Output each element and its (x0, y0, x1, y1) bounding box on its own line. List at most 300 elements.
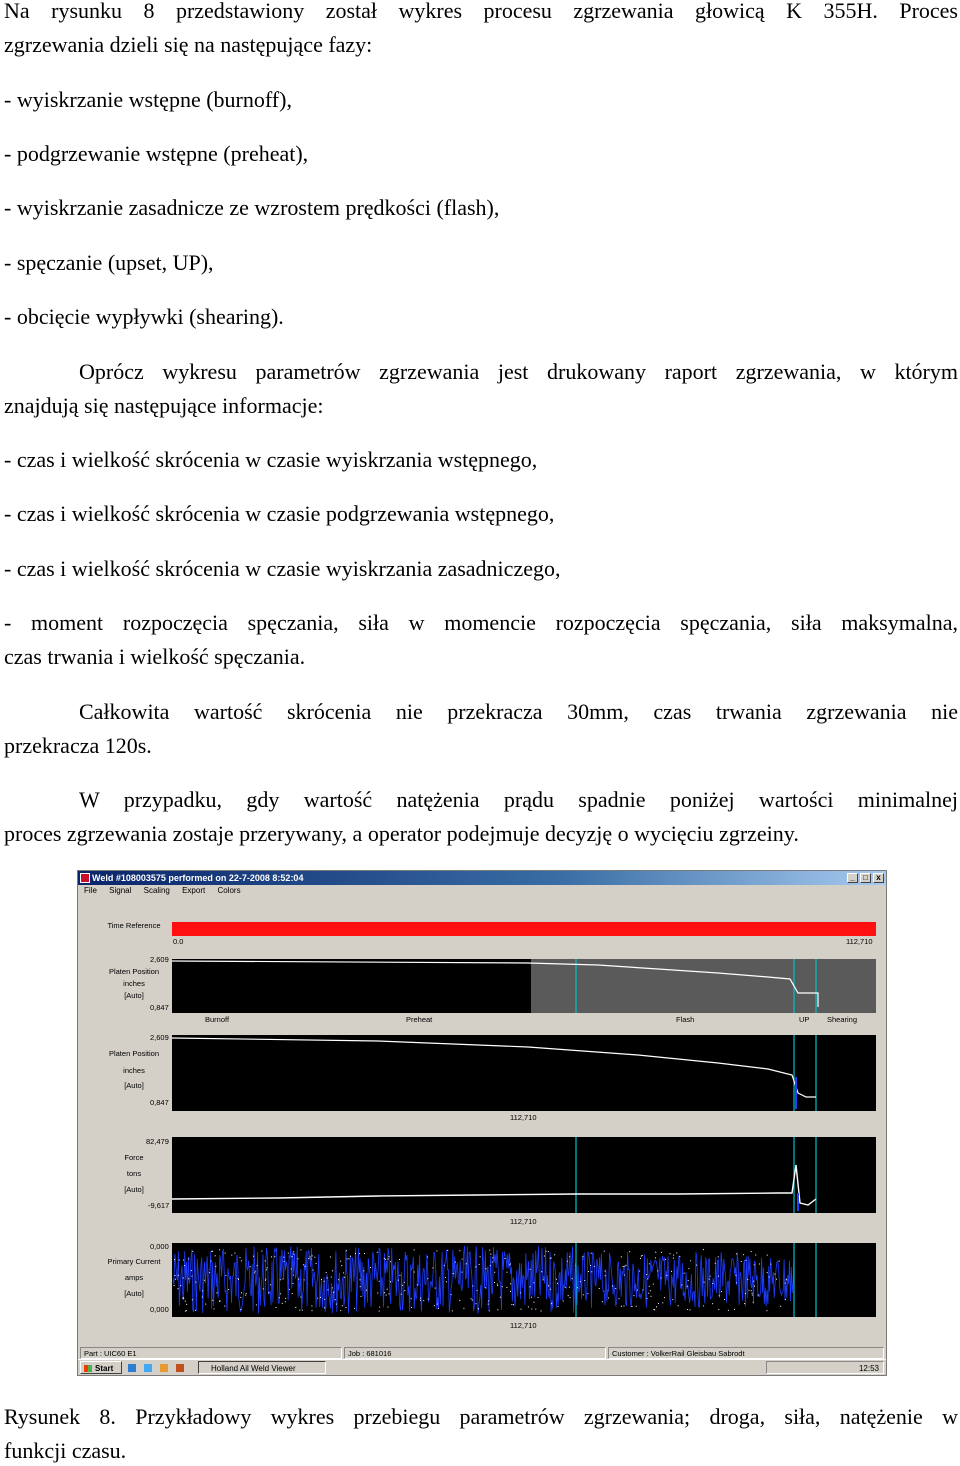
list-item-continuation: czas trwania i wielkość spęczania. (4, 644, 306, 669)
pos1-unit: inches (123, 979, 145, 988)
maximize-icon[interactable]: □ (860, 873, 871, 883)
current-noise-dot (684, 1273, 685, 1274)
current-noise-dot (490, 1265, 491, 1266)
current-noise-dot (658, 1303, 659, 1304)
current-noise-dot (785, 1283, 786, 1284)
current-noise-dot (245, 1295, 246, 1296)
current-noise-dot (228, 1289, 229, 1290)
current-noise-dot (427, 1257, 428, 1258)
current-noise-dot (387, 1289, 388, 1290)
menu-scaling[interactable]: Scaling (143, 886, 170, 895)
current-noise-dot (265, 1280, 266, 1281)
current-noise-dot (224, 1306, 225, 1307)
current-noise-dot (554, 1254, 555, 1255)
current-noise-dot (766, 1310, 767, 1311)
force-plot-bg (172, 1137, 876, 1213)
current-noise-dot (472, 1286, 473, 1287)
minimize-icon[interactable]: _ (847, 873, 858, 883)
current-noise-dot (599, 1288, 600, 1289)
current-noise-dot (420, 1298, 421, 1299)
current-noise-dot (280, 1279, 281, 1280)
current-noise-dot (404, 1282, 405, 1283)
current-noise-dot (621, 1256, 622, 1257)
current-noise-dot (185, 1301, 186, 1302)
current-noise-dot (786, 1279, 787, 1280)
current-noise-dot (211, 1251, 212, 1252)
current-noise-dot (492, 1257, 493, 1258)
menubar (78, 885, 886, 897)
figure-caption-line1: Rysunek 8. Przykładowy wykres przebiegu parametrów zgrzewania; droga, siła, natężenie w (4, 1404, 958, 1429)
current-noise-dot (388, 1259, 389, 1260)
current-noise-dot (657, 1270, 658, 1271)
current-noise-dot (385, 1259, 386, 1260)
current-noise-dot (569, 1256, 570, 1257)
menu-signal[interactable]: Signal (109, 886, 132, 895)
current-noise-dot (461, 1272, 462, 1273)
current-noise-dot (202, 1297, 203, 1298)
current-noise-dot (676, 1253, 677, 1254)
current-noise-dot (304, 1279, 305, 1280)
media-icon[interactable] (160, 1364, 168, 1372)
current-noise-dot (386, 1295, 387, 1296)
current-unit: amps (124, 1273, 144, 1282)
current-noise-dot (225, 1275, 226, 1276)
pos2-label: Platen Position (108, 1049, 160, 1058)
current-noise-dot (734, 1309, 735, 1310)
current-noise-dot (195, 1310, 196, 1311)
status-bar (78, 1347, 886, 1359)
current-noise-dot (267, 1267, 268, 1268)
current-noise-dot (293, 1251, 294, 1252)
current-noise-dot (587, 1293, 588, 1294)
current-noise-dot (636, 1306, 637, 1307)
current-noise-dot (570, 1297, 571, 1298)
current-noise-dot (347, 1259, 348, 1260)
current-noise-dot (428, 1299, 429, 1300)
current-noise-dot (486, 1268, 487, 1269)
current-noise-dot (604, 1251, 605, 1252)
current-noise-dot (420, 1300, 421, 1301)
current-noise-dot (741, 1261, 742, 1262)
current-noise-dot (324, 1307, 325, 1308)
current-noise-dot (550, 1289, 551, 1290)
current-noise-dot (284, 1261, 285, 1262)
current-noise-dot (389, 1256, 390, 1257)
current-noise-dot (743, 1254, 744, 1255)
current-noise-dot (477, 1290, 478, 1291)
current-noise-dot (234, 1253, 235, 1254)
current-noise-dot (690, 1309, 691, 1310)
current-noise-dot (649, 1286, 650, 1287)
current-noise-dot (293, 1275, 294, 1276)
current-noise-dot (625, 1265, 626, 1266)
force-min-value: -9,617 (148, 1201, 170, 1210)
current-noise-dot (340, 1310, 341, 1311)
current-noise-dot (528, 1306, 529, 1307)
current-noise-dot (640, 1258, 641, 1259)
current-noise-dot (401, 1294, 402, 1295)
current-noise-dot (577, 1287, 578, 1288)
current-noise-dot (192, 1276, 193, 1277)
current-noise-dot (754, 1264, 755, 1265)
windows-logo-icon (84, 1365, 92, 1372)
current-noise-dot (770, 1264, 771, 1265)
current-noise-dot (271, 1256, 272, 1257)
current-noise-dot (317, 1298, 318, 1299)
current-noise-dot (363, 1270, 364, 1271)
current-noise-dot (703, 1305, 704, 1306)
current-noise-dot (238, 1278, 239, 1279)
current-noise-dot (174, 1285, 175, 1286)
current-noise-dot (543, 1279, 544, 1280)
pos2-scale: [Auto] (124, 1081, 144, 1090)
current-noise-dot (327, 1289, 328, 1290)
current-noise-dot (214, 1308, 215, 1309)
current-noise-dot (291, 1268, 292, 1269)
force-unit: tons (126, 1169, 142, 1178)
current-noise-dot (687, 1286, 688, 1287)
current-noise-dot (548, 1285, 549, 1286)
current-noise-dot (215, 1255, 216, 1256)
current-noise-dot (180, 1285, 181, 1286)
current-noise-dot (212, 1300, 213, 1301)
desktop-icon[interactable] (128, 1364, 136, 1372)
current-noise-dot (520, 1292, 521, 1293)
current-noise-dot (191, 1270, 192, 1271)
current-noise-dot (647, 1278, 648, 1279)
current-noise-dot (583, 1294, 584, 1295)
current-noise-dot (240, 1297, 241, 1298)
current-noise-dot (312, 1255, 313, 1256)
current-noise-dot (312, 1310, 313, 1311)
current-noise-dot (751, 1290, 752, 1291)
current-noise-dot (480, 1256, 481, 1257)
current-noise-dot (681, 1285, 682, 1286)
current-noise-dot (324, 1281, 325, 1282)
current-noise-dot (497, 1284, 498, 1285)
current-noise-dot (414, 1249, 415, 1250)
paragraph-intro-line1: Na rysunku 8 przedstawiony został wykres procesu zgrzewania głowicą K 355H. Proces (4, 0, 958, 23)
current-noise-dot (747, 1279, 748, 1280)
current-noise-dot (446, 1281, 447, 1282)
current-noise-dot (704, 1282, 705, 1283)
current-noise-dot (283, 1257, 284, 1258)
current-noise-dot (341, 1265, 342, 1266)
figure-caption-line2: funkcji czasu. (4, 1438, 127, 1463)
current-noise-dot (261, 1251, 262, 1252)
current-noise-dot (619, 1298, 620, 1299)
current-noise-dot (186, 1310, 187, 1311)
current-noise-dot (178, 1275, 179, 1276)
current-noise-dot (355, 1253, 356, 1254)
current-noise-dot (327, 1277, 328, 1278)
current-noise-dot (563, 1301, 564, 1302)
current-noise-dot (246, 1293, 247, 1294)
current-noise-dot (321, 1279, 322, 1280)
current-noise-dot (534, 1302, 535, 1303)
current-noise-dot (642, 1255, 643, 1256)
current-noise-dot (285, 1298, 286, 1299)
current-noise-dot (712, 1303, 713, 1304)
current-noise-dot (432, 1267, 433, 1268)
current-noise-dot (292, 1293, 293, 1294)
current-noise-dot (712, 1283, 713, 1284)
current-noise-dot (444, 1265, 445, 1266)
current-noise-dot (500, 1297, 501, 1298)
current-noise-dot (338, 1279, 339, 1280)
current-noise-dot (718, 1309, 719, 1310)
plot-area (78, 897, 886, 1347)
list-item: - wyiskrzanie wstępne (burnoff), (4, 87, 292, 112)
current-noise-dot (297, 1258, 298, 1259)
current-noise-dot (605, 1275, 606, 1276)
current-noise-dot (544, 1256, 545, 1257)
current-noise-dot (343, 1272, 344, 1273)
current-noise-dot (649, 1263, 650, 1264)
current-noise-dot (414, 1272, 415, 1273)
current-noise-dot (345, 1307, 346, 1308)
current-noise-dot (255, 1271, 256, 1272)
current-noise-dot (478, 1308, 479, 1309)
current-noise-dot (774, 1274, 775, 1275)
current-noise-dot (624, 1305, 625, 1306)
current-noise-dot (360, 1286, 361, 1287)
current-noise-dot (758, 1295, 759, 1296)
current-noise-dot (479, 1264, 480, 1265)
current-noise-dot (490, 1254, 491, 1255)
current-scale: [Auto] (124, 1289, 144, 1298)
current-noise-dot (688, 1268, 689, 1269)
current-noise-dot (179, 1260, 180, 1261)
current-noise-dot (551, 1303, 552, 1304)
current-noise-dot (174, 1259, 175, 1260)
current-noise-dot (541, 1311, 542, 1312)
current-noise-dot (751, 1251, 752, 1252)
current-noise-dot (188, 1278, 189, 1279)
current-noise-dot (305, 1266, 306, 1267)
current-noise-dot (303, 1264, 304, 1265)
current-noise-dot (316, 1263, 317, 1264)
menu-colors[interactable]: Colors (217, 886, 241, 895)
current-noise-dot (662, 1302, 663, 1303)
current-noise-dot (265, 1279, 266, 1280)
current-noise-dot (485, 1287, 486, 1288)
current-noise-dot (186, 1304, 187, 1305)
phase-label-preheat: Preheat (406, 1015, 433, 1024)
paragraph-limits-line1: Całkowita wartość skrócenia nie przekracza 30mm, czas trwania zgrzewania nie (79, 699, 958, 724)
current-noise-dot (434, 1305, 435, 1306)
current-noise-dot (594, 1266, 595, 1267)
current-noise-dot (402, 1285, 403, 1286)
current-noise-dot (366, 1290, 367, 1291)
current-noise-dot (475, 1266, 476, 1267)
clock: 12:53 (858, 1364, 879, 1373)
current-noise-dot (715, 1263, 716, 1264)
current-noise-dot (360, 1279, 361, 1280)
current-noise-dot (513, 1304, 514, 1305)
current-noise-dot (361, 1296, 362, 1297)
current-noise-dot (510, 1283, 511, 1284)
current-noise-dot (463, 1308, 464, 1309)
current-noise-dot (459, 1300, 460, 1301)
current-noise-dot (648, 1293, 649, 1294)
current-noise-dot (311, 1306, 312, 1307)
phase-label-up: UP (799, 1015, 810, 1024)
list-item: - czas i wielkość skrócenia w czasie wyiskrzania zasadniczego, (4, 556, 561, 581)
pos1-flash-region (531, 959, 876, 1013)
current-noise-dot (728, 1310, 729, 1311)
current-noise-dot (671, 1271, 672, 1272)
current-noise-dot (710, 1276, 711, 1277)
quicklaunch-icon[interactable] (176, 1364, 184, 1372)
current-noise-dot (510, 1291, 511, 1292)
current-noise-dot (494, 1272, 495, 1273)
current-noise-dot (298, 1279, 299, 1280)
system-tray (766, 1361, 884, 1374)
current-noise-dot (506, 1287, 507, 1288)
current-noise-dot (655, 1252, 656, 1253)
current-noise-dot (530, 1286, 531, 1287)
current-noise-dot (591, 1271, 592, 1272)
current-noise-dot (736, 1253, 737, 1254)
current-noise-dot (639, 1271, 640, 1272)
current-noise-dot (326, 1272, 327, 1273)
current-noise-dot (192, 1299, 193, 1300)
current-noise-dot (241, 1260, 242, 1261)
current-noise-dot (225, 1253, 226, 1254)
current-noise-dot (568, 1295, 569, 1296)
current-noise-dot (387, 1307, 388, 1308)
current-noise-dot (292, 1256, 293, 1257)
current-noise-dot (335, 1299, 336, 1300)
current-noise-dot (653, 1284, 654, 1285)
current-noise-dot (687, 1309, 688, 1310)
current-noise-dot (183, 1260, 184, 1261)
current-noise-dot (780, 1306, 781, 1307)
current-noise-dot (624, 1266, 625, 1267)
current-noise-dot (678, 1305, 679, 1306)
current-noise-dot (370, 1267, 371, 1268)
current-noise-dot (202, 1290, 203, 1291)
menu-file[interactable]: File (84, 886, 97, 895)
current-noise-dot (324, 1299, 325, 1300)
current-noise-dot (459, 1250, 460, 1251)
pos2-min-value: 0,847 (150, 1098, 169, 1107)
current-noise-dot (384, 1258, 385, 1259)
current-noise-dot (455, 1262, 456, 1263)
force-scale: [Auto] (124, 1185, 144, 1194)
current-noise-dot (184, 1265, 185, 1266)
current-noise-dot (602, 1301, 603, 1302)
current-noise-dot (557, 1283, 558, 1284)
current-noise-dot (489, 1310, 490, 1311)
current-noise-dot (510, 1264, 511, 1265)
current-noise-dot (390, 1281, 391, 1282)
current-noise-dot (379, 1307, 380, 1308)
current-noise-dot (502, 1286, 503, 1287)
current-noise-dot (546, 1251, 547, 1252)
current-noise-dot (612, 1286, 613, 1287)
current-noise-dot (661, 1252, 662, 1253)
current-noise-dot (665, 1259, 666, 1260)
current-noise-dot (282, 1303, 283, 1304)
start-button[interactable] (80, 1361, 122, 1374)
current-noise-dot (654, 1309, 655, 1310)
current-noise-dot (548, 1251, 549, 1252)
pos1-scale: [Auto] (124, 991, 144, 1000)
current-noise-dot (755, 1255, 756, 1256)
list-item: - moment rozpoczęcia spęczania, siła w momencie rozpoczęcia spęczania, siła maksymalna, (4, 610, 958, 635)
current-noise-dot (384, 1292, 385, 1293)
current-noise-dot (266, 1269, 267, 1270)
current-noise-dot (745, 1293, 746, 1294)
current-noise-dot (295, 1307, 296, 1308)
current-noise-dot (241, 1292, 242, 1293)
paragraph-current-line2: proces zgrzewania zostaje przerywany, a operator podejmuje decyzję o wycięciu zgrzeiny. (4, 821, 799, 846)
current-noise-dot (696, 1265, 697, 1266)
current-noise-dot (492, 1262, 493, 1263)
current-noise-dot (423, 1300, 424, 1301)
current-noise-dot (759, 1264, 760, 1265)
current-noise-dot (268, 1292, 269, 1293)
current-noise-dot (311, 1259, 312, 1260)
current-noise-dot (289, 1289, 290, 1290)
current-noise-dot (533, 1282, 534, 1283)
current-noise-dot (718, 1256, 719, 1257)
current-noise-dot (453, 1273, 454, 1274)
current-noise-dot (721, 1291, 722, 1292)
current-noise-dot (661, 1278, 662, 1279)
current-noise-dot (300, 1297, 301, 1298)
taskbar-item-weld-viewer[interactable]: Holland Ail Weld Viewer (198, 1361, 326, 1374)
list-item: - podgrzewanie wstępne (preheat), (4, 141, 309, 166)
current-noise-dot (379, 1311, 380, 1312)
paragraph-limits-line2: przekracza 120s. (4, 733, 152, 758)
current-noise-dot (531, 1309, 532, 1310)
phase-label-shearing: Shearing (827, 1015, 858, 1024)
current-noise-dot (505, 1258, 506, 1259)
current-noise-dot (637, 1290, 638, 1291)
browser-icon[interactable] (144, 1364, 152, 1372)
current-noise-dot (724, 1299, 725, 1300)
current-noise-dot (400, 1275, 401, 1276)
app-icon (80, 873, 90, 883)
close-icon[interactable]: x (873, 873, 884, 883)
current-noise-dot (703, 1249, 704, 1250)
current-noise-dot (673, 1258, 674, 1259)
time-reference-label: Time Reference (107, 921, 161, 930)
current-noise-dot (531, 1297, 532, 1298)
current-noise-dot (754, 1286, 755, 1287)
current-noise-dot (175, 1275, 176, 1276)
time-end-value: 112,710 (846, 937, 873, 946)
current-noise-dot (769, 1276, 770, 1277)
current-noise-dot (580, 1281, 581, 1282)
pos1-label: Platen Position (108, 967, 160, 976)
current-noise-dot (690, 1260, 691, 1261)
list-item: - czas i wielkość skrócenia w czasie wyiskrzania wstępnego, (4, 447, 538, 472)
current-noise-dot (265, 1260, 266, 1261)
current-noise-dot (288, 1253, 289, 1254)
current-noise-dot (591, 1253, 592, 1254)
current-noise-dot (250, 1266, 251, 1267)
current-noise-dot (437, 1304, 438, 1305)
current-noise-dot (507, 1272, 508, 1273)
menu-export[interactable]: Export (182, 886, 206, 895)
current-noise-dot (535, 1309, 536, 1310)
weld-viewer-screenshot (77, 870, 887, 1376)
current-noise-dot (709, 1279, 710, 1280)
